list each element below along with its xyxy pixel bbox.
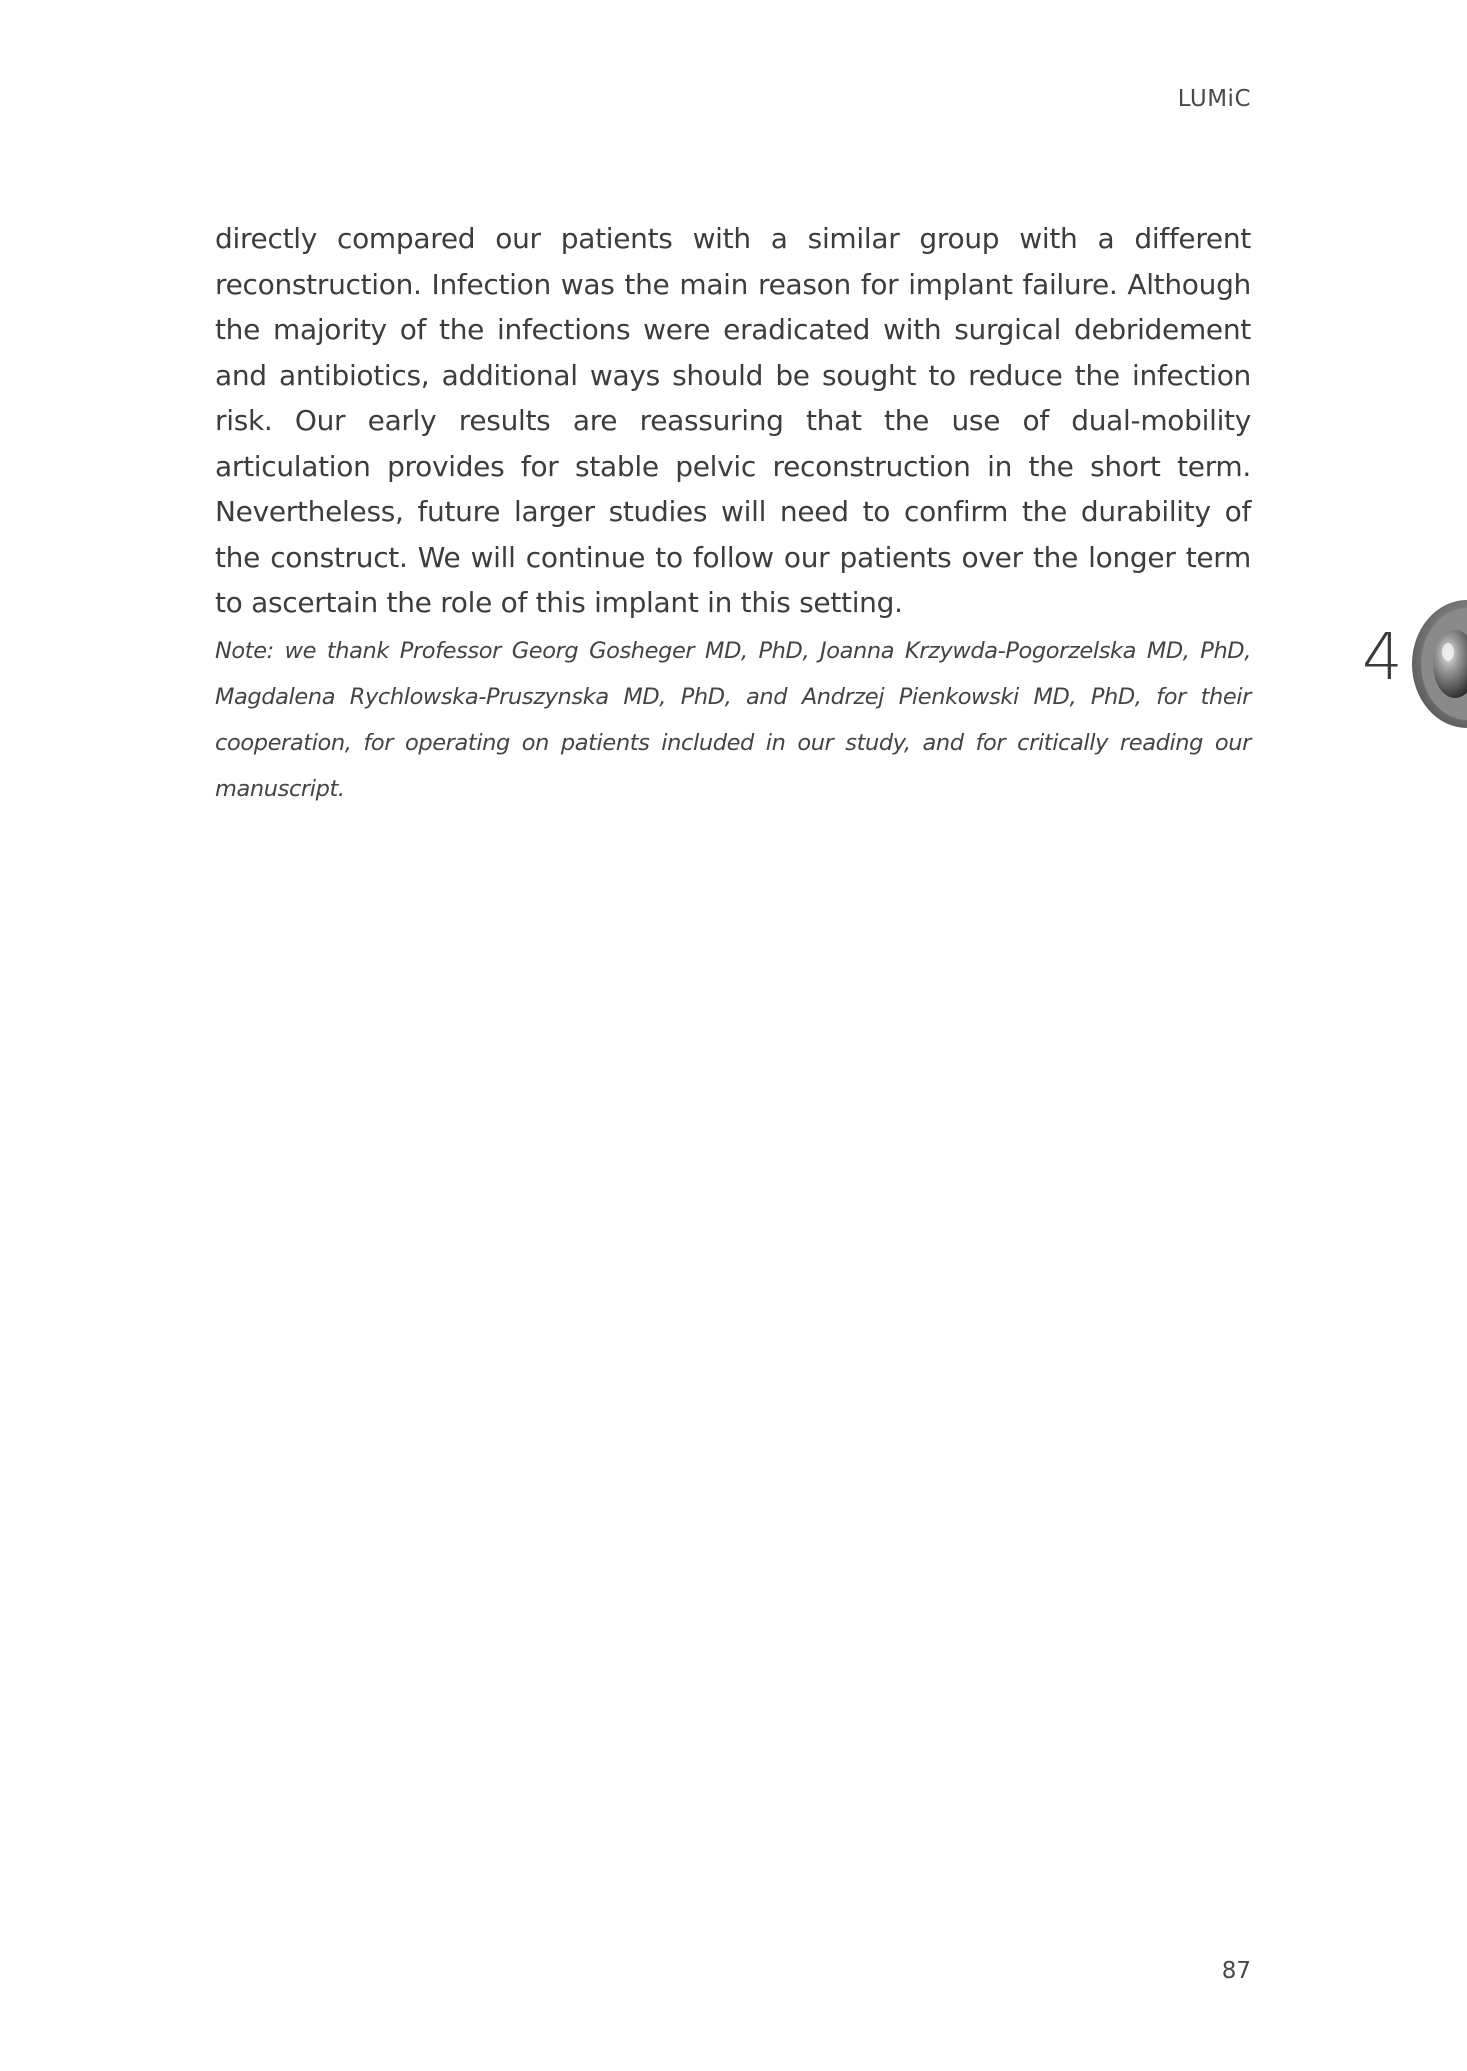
chapter-number: 4: [1362, 621, 1403, 695]
acknowledgement-note: Note: we thank Professor Georg Gosheger MD, PhD, Joanna Krzywda-Pogorzelska MD, PhD, Magdalena Rychlowska-Pruszynska MD, PhD, and Andrzej Pienkowski MD, PhD, for their cooperation, for operating on patients included in our study, and for critically reading our manuscript.: [215, 638, 1251, 802]
running-header: LUMiC: [1177, 86, 1251, 112]
dual-mobility-cup-icon: [1405, 598, 1467, 730]
body-paragraph: directly compared our patients with a similar group with a different reconstruction. Infection was the main reason for implant failure. Although the majority of the infections were eradicated with surgical debridement and antibiotics, additional ways should be sought to reduce the infection risk. Our early results are reassuring that the use of dual-mobility articulation provides for stable pelvic reconstruction in the short term. Nevertheless, future larger studies will need to confirm the durability of the construct. We will continue to follow our patients over the longer term to ascertain the role of this implant in this setting.: [215, 222, 1251, 619]
chapter-tab: [1405, 598, 1467, 730]
page-number: 87: [1221, 1958, 1251, 1984]
